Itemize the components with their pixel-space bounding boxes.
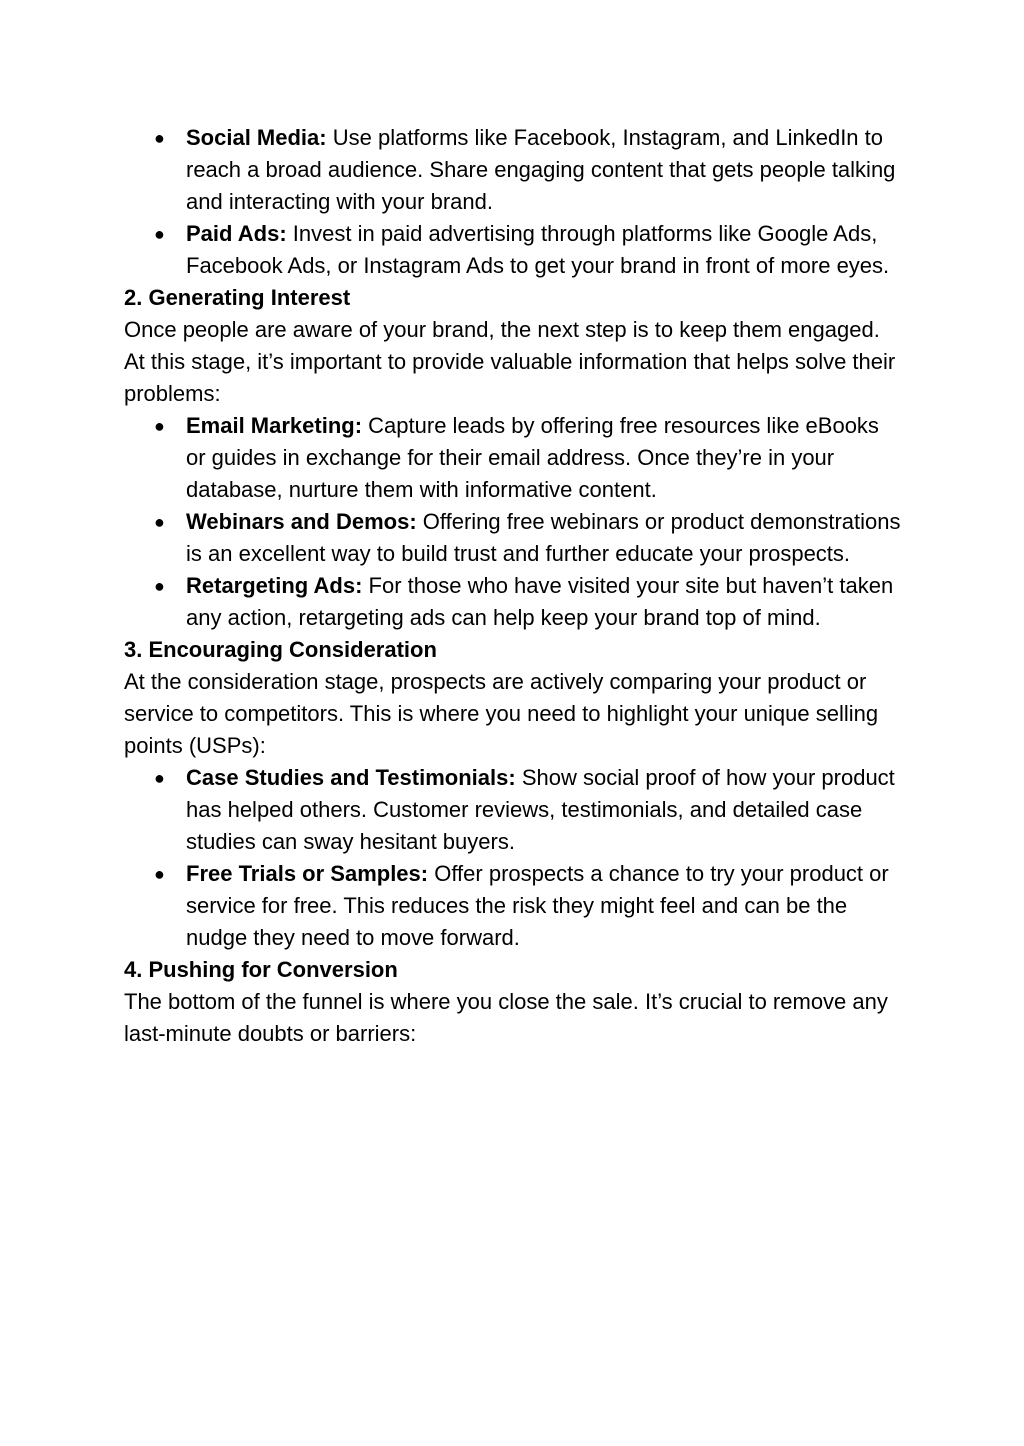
list-item-text: Capture leads by offering free resources like eBooks or guides in exchange for their email address. Once they’re in your database, nurture them with informative content. (186, 413, 879, 502)
bullet-icon: ● (154, 768, 165, 788)
list-item-term: Email Marketing: (186, 413, 363, 438)
list-item (124, 218, 904, 282)
list-item-text: Offering free webinars or product demonstrations is an excellent way to build trust and further educate your prospects. (186, 509, 901, 566)
section-bullet-list (124, 762, 904, 954)
bullet-icon: ● (154, 224, 165, 244)
bullet-icon: ● (154, 864, 165, 884)
bullet-icon: ● (154, 128, 165, 148)
list-item-text: Show social proof of how your product has helped others. Customer reviews, testimonials, and detailed case studies can sway hesitant buyers. (186, 765, 895, 854)
list-item-text: Offer prospects a chance to try your product or service for free. This reduces the risk they might feel and can be the nudge they need to move forward. (186, 861, 889, 950)
document-page (124, 122, 904, 1050)
list-item (124, 762, 904, 858)
list-item (124, 570, 904, 634)
list-item (124, 858, 904, 954)
section-heading-encouraging-consideration: 3. Encouraging Consideration (124, 637, 437, 662)
list-item-term: Retargeting Ads: (186, 573, 363, 598)
list-item-term: Social Media: (186, 125, 327, 150)
list-item-text: For those who have visited your site but haven’t taken any action, retargeting ads can help keep your brand top of mind. (186, 573, 894, 630)
list-item-term: Case Studies and Testimonials: (186, 765, 516, 790)
bullet-icon: ● (154, 576, 165, 596)
list-item-term: Free Trials or Samples: (186, 861, 429, 886)
section-bullet-list (124, 410, 904, 634)
list-item-term: Webinars and Demos: (186, 509, 417, 534)
list-item-text: Invest in paid advertising through platforms like Google Ads, Facebook Ads, or Instagram Ads to get your brand in front of more eyes. (186, 221, 890, 278)
list-item-term: Paid Ads: (186, 221, 287, 246)
section-paragraph: At the consideration stage, prospects are actively comparing your product or service to competitors. This is where you need to highlight your unique selling points (USPs): (124, 669, 879, 758)
section-heading-generating-interest: 2. Generating Interest (124, 285, 351, 310)
list-item (124, 506, 904, 570)
section-paragraph: The bottom of the funnel is where you close the sale. It’s crucial to remove any last-minute doubts or barriers: (124, 989, 888, 1046)
bullet-icon: ● (154, 416, 165, 436)
section-paragraph: Once people are aware of your brand, the next step is to keep them engaged. At this stage, it’s important to provide valuable information that helps solve their problems: (124, 317, 896, 406)
section-heading-pushing-for-conversion: 4. Pushing for Conversion (124, 957, 398, 982)
intro-bullet-list (124, 122, 904, 282)
bullet-icon: ● (154, 512, 165, 532)
list-item (124, 122, 904, 218)
list-item (124, 410, 904, 506)
list-item-text: Use platforms like Facebook, Instagram, and LinkedIn to reach a broad audience. Share engaging content that gets people talking and interacting with your brand. (186, 125, 896, 214)
